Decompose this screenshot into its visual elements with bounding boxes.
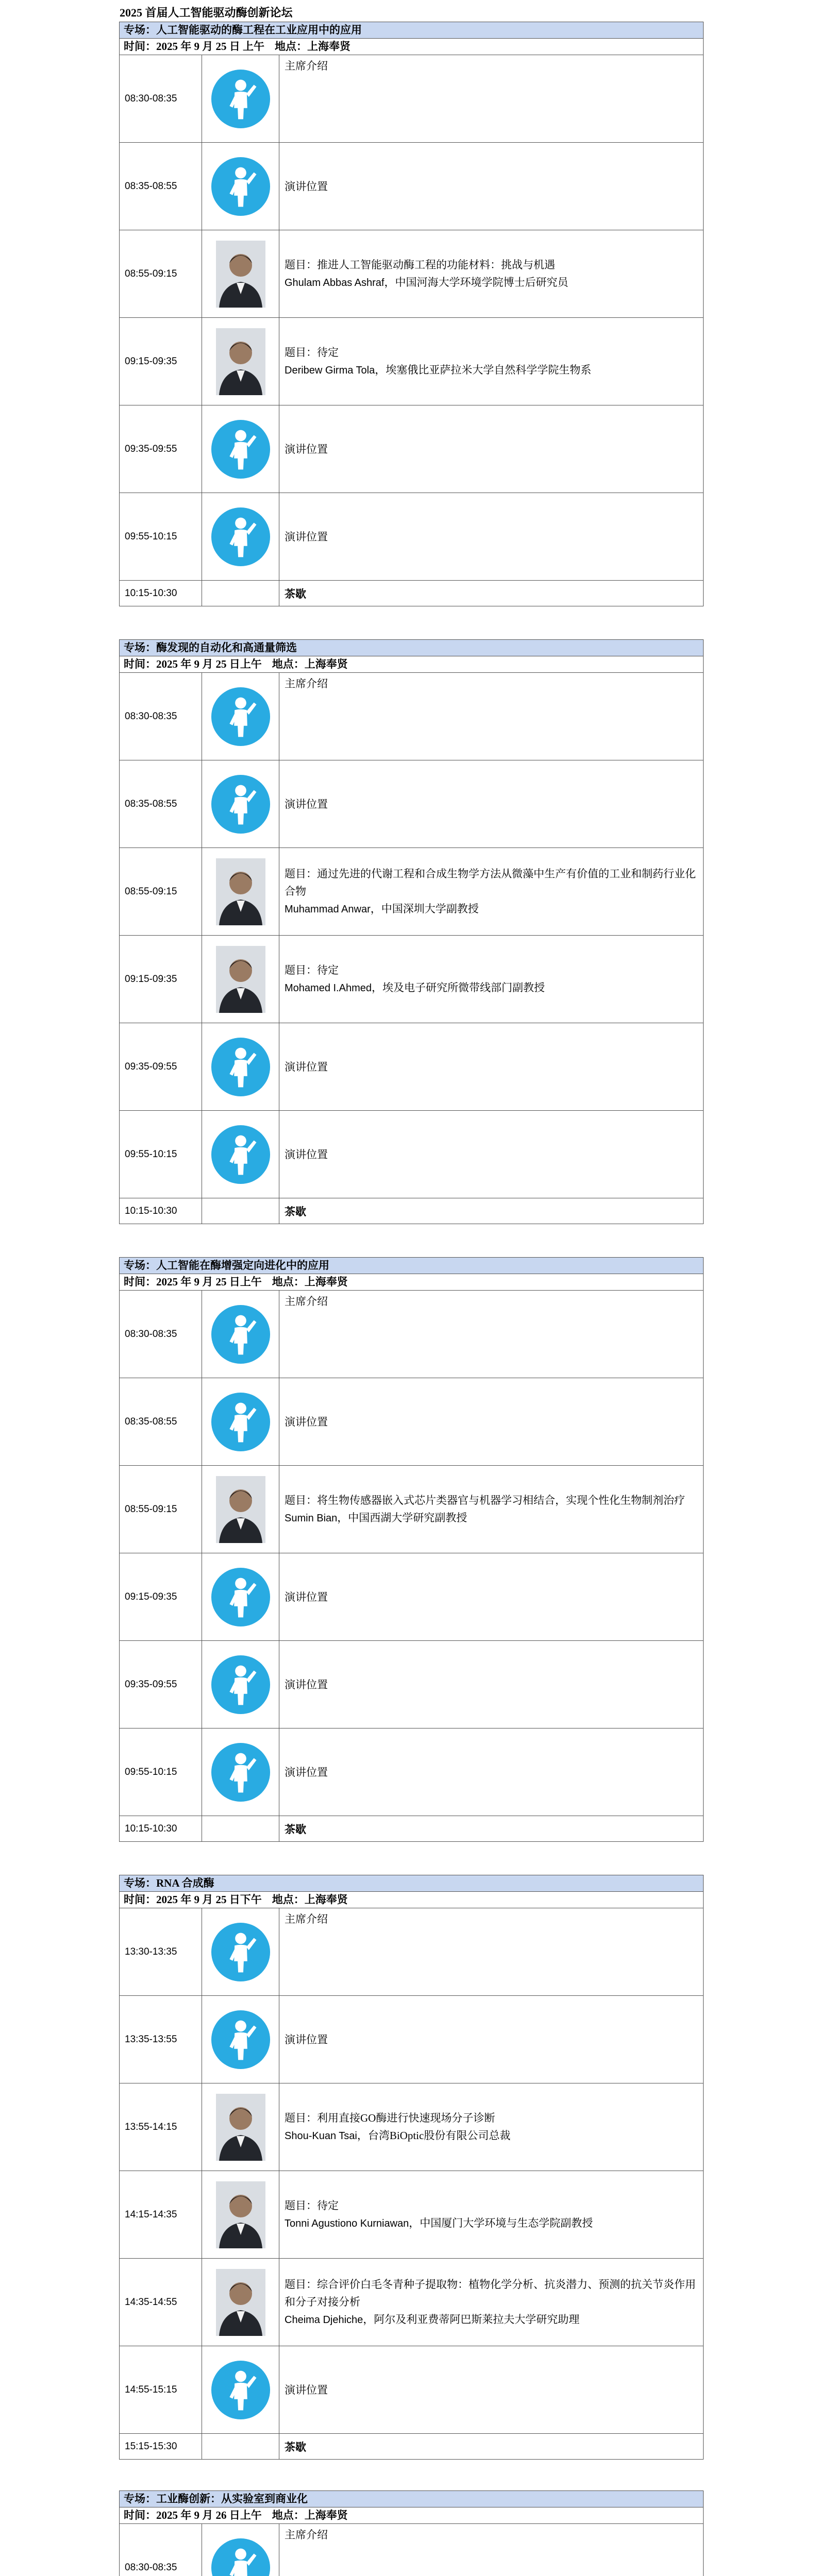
- speaker-affiliation: ，台湾BiOptic股份有限公司总裁: [357, 2129, 511, 2142]
- talk-title: 演讲位置: [285, 443, 328, 455]
- agenda-row: [120, 1908, 703, 1996]
- speaker-photo: [216, 2094, 265, 2161]
- talk-description: [279, 848, 703, 935]
- talk-description: [279, 2083, 703, 2171]
- time-slot: 08:30-08:35: [120, 55, 202, 142]
- talk-title: 演讲位置: [285, 1678, 328, 1691]
- person-raising-hand-icon: [210, 2360, 271, 2420]
- session-header: 专场：RNA 合成酶: [120, 1875, 703, 1892]
- break-label: 茶歇: [285, 2441, 306, 2453]
- break-label: 茶歇: [285, 1205, 306, 1218]
- talk-title: 演讲位置: [285, 1148, 328, 1161]
- person-raising-hand-icon: [210, 1742, 271, 1803]
- speaker-affiliation: ，埃塞俄比亚萨拉米大学自然科学学院生物系: [375, 364, 592, 376]
- talk-title: 题目：待定: [285, 346, 339, 359]
- speaker-line: [285, 2127, 698, 2145]
- talk-title: 主席介绍: [285, 60, 328, 72]
- speaker-line: [285, 274, 698, 292]
- time-slot: 14:55-15:15: [120, 2346, 202, 2433]
- talk-title: 演讲位置: [285, 530, 328, 543]
- agenda-row: [120, 230, 703, 318]
- agenda-row: [120, 1996, 703, 2083]
- time-slot: 10:15-10:30: [120, 1198, 202, 1224]
- speaker-line: [285, 1509, 698, 1527]
- speaker-photo-cell: [202, 1728, 279, 1816]
- time-slot: 08:30-08:35: [120, 2524, 202, 2576]
- talk-description: [279, 1553, 703, 1640]
- time-slot: 09:55-10:15: [120, 1111, 202, 1198]
- session-block: [119, 22, 704, 606]
- talk-description: [279, 936, 703, 1023]
- agenda-row: [120, 1023, 703, 1111]
- speaker-photo-cell: [202, 1908, 279, 1995]
- speaker-photo: [216, 946, 265, 1013]
- talk-description: [279, 1728, 703, 1816]
- time-slot: 09:55-10:15: [120, 493, 202, 580]
- time-slot: 08:55-09:15: [120, 230, 202, 317]
- talk-title: 题目：综合评价白毛冬青种子提取物：植物化学分析、抗炎潜力、预测的抗关节炎作用和分子对接分析: [285, 2278, 696, 2308]
- speaker-affiliation: ，埃及电子研究所微带线部门副教授: [371, 981, 545, 994]
- agenda-row: [120, 848, 703, 936]
- speaker-name: Cheima Djehiche: [285, 2314, 363, 2326]
- person-raising-hand-icon: [210, 419, 271, 480]
- agenda-row: [120, 493, 703, 581]
- session-date: 时间：2025 年 9 月 25 日上午: [124, 658, 262, 670]
- speaker-photo: [216, 1476, 265, 1543]
- speaker-photo-cell: [202, 1023, 279, 1110]
- agenda-row: [120, 2171, 703, 2259]
- talk-description: [279, 55, 703, 142]
- speaker-affiliation: ，阿尔及利亚费蒂阿巴斯莱拉夫大学研究助理: [363, 2313, 580, 2326]
- agenda-row: [120, 936, 703, 1023]
- session-location: 地点：上海奉贤: [272, 658, 348, 670]
- talk-title: 演讲位置: [285, 1060, 328, 1073]
- break-row: [120, 2434, 703, 2460]
- speaker-photo-cell: [202, 1996, 279, 2083]
- speaker-name: Shou-Kuan Tsai: [285, 2130, 357, 2142]
- talk-title: 题目：待定: [285, 2199, 339, 2212]
- speaker-photo: [216, 328, 265, 395]
- session-block: [119, 1257, 704, 1842]
- session-date: 时间：2025 年 9 月 25 日 上午: [124, 40, 264, 53]
- speaker-photo: [216, 2181, 265, 2248]
- speaker-photo: [216, 858, 265, 925]
- talk-title: 主席介绍: [285, 1913, 328, 1925]
- time-slot: 08:35-08:55: [120, 1378, 202, 1465]
- session-time-location: [120, 656, 703, 673]
- session-block: [119, 2490, 704, 2576]
- time-slot: 13:30-13:35: [120, 1908, 202, 1995]
- talk-description: [279, 1111, 703, 1198]
- break-row: [120, 1816, 703, 1842]
- session-location: 地点：上海奉贤: [275, 40, 350, 53]
- speaker-photo-cell: [202, 2259, 279, 2346]
- agenda-row: [120, 2083, 703, 2171]
- speaker-photo-cell: [202, 493, 279, 580]
- session-time-location: [120, 39, 703, 55]
- speaker-name: Sumin Bian: [285, 1513, 338, 1524]
- speaker-photo-cell: [202, 936, 279, 1023]
- talk-title: 题目：利用直接GO酶进行快速现场分子诊断: [285, 2112, 495, 2124]
- agenda-row: [120, 2259, 703, 2346]
- session-time-location: [120, 1892, 703, 1908]
- break-label: 茶歇: [285, 1823, 306, 1836]
- speaker-photo-cell: [202, 1378, 279, 1465]
- agenda-row: [120, 1728, 703, 1816]
- speaker-affiliation: ，中国河海大学环境学院博士后研究员: [384, 276, 569, 289]
- session-location: 地点：上海奉贤: [272, 1893, 348, 1906]
- speaker-photo-cell: [202, 1641, 279, 1728]
- person-raising-hand-icon: [210, 2009, 271, 2070]
- talk-description: [279, 2524, 703, 2576]
- talk-description: [279, 1378, 703, 1465]
- person-raising-hand-icon: [210, 1037, 271, 1097]
- empty-photo-cell: [202, 581, 279, 606]
- speaker-photo-cell: [202, 848, 279, 935]
- agenda-row: [120, 55, 703, 143]
- speaker-photo-cell: [202, 673, 279, 760]
- agenda-row: [120, 1466, 703, 1553]
- time-slot: 09:55-10:15: [120, 1728, 202, 1816]
- talk-title: 演讲位置: [285, 798, 328, 810]
- speaker-photo-cell: [202, 230, 279, 317]
- talk-title: 题目：推进人工智能驱动酶工程的功能材料：挑战与机遇: [285, 259, 555, 271]
- session-header: 专场：人工智能驱动的酶工程在工业应用中的应用: [120, 22, 703, 39]
- speaker-line: [285, 2311, 698, 2329]
- time-slot: 14:35-14:55: [120, 2259, 202, 2346]
- speaker-photo-cell: [202, 1466, 279, 1553]
- speaker-line: [285, 900, 698, 918]
- talk-description: [279, 405, 703, 493]
- session-location: 地点：上海奉贤: [272, 2509, 348, 2521]
- talk-description: [279, 2259, 703, 2346]
- time-slot: 08:30-08:35: [120, 673, 202, 760]
- speaker-photo-cell: [202, 760, 279, 848]
- agenda-row: [120, 1291, 703, 1378]
- time-slot: 08:35-08:55: [120, 760, 202, 848]
- talk-title: 题目：将生物传感器嵌入式芯片类器官与机器学习相结合，实现个性化生物制剂治疗: [285, 1494, 685, 1506]
- person-raising-hand-icon: [210, 69, 271, 129]
- session-header: 专场：人工智能在酶增强定向进化中的应用: [120, 1258, 703, 1274]
- person-raising-hand-icon: [210, 774, 271, 835]
- talk-description: [279, 1641, 703, 1728]
- speaker-line: [285, 361, 698, 379]
- agenda-row: [120, 2524, 703, 2576]
- talk-title: 主席介绍: [285, 1295, 328, 1308]
- speaker-photo-cell: [202, 2346, 279, 2433]
- session-date: 时间：2025 年 9 月 26 日上午: [124, 2509, 262, 2521]
- agenda-row: [120, 760, 703, 848]
- talk-title: 演讲位置: [285, 2033, 328, 2046]
- talk-description: [279, 673, 703, 760]
- speaker-photo-cell: [202, 1553, 279, 1640]
- time-slot: 09:35-09:55: [120, 1023, 202, 1110]
- speaker-name: Tonni Agustiono Kurniawan: [285, 2218, 409, 2229]
- speaker-name: Muhammad Anwar: [285, 904, 371, 915]
- speaker-name: Deribew Girma Tola: [285, 365, 375, 376]
- time-slot: 09:15-09:35: [120, 1553, 202, 1640]
- agenda-row: [120, 405, 703, 493]
- session-block: [119, 1875, 704, 2460]
- speaker-affiliation: ，中国西湖大学研究副教授: [337, 1512, 468, 1524]
- empty-photo-cell: [202, 1816, 279, 1841]
- talk-title: 主席介绍: [285, 2529, 328, 2541]
- time-slot: 09:35-09:55: [120, 1641, 202, 1728]
- person-raising-hand-icon: [210, 2537, 271, 2576]
- speaker-photo-cell: [202, 318, 279, 405]
- speaker-photo-cell: [202, 55, 279, 142]
- talk-title: 演讲位置: [285, 1415, 328, 1428]
- speaker-photo-cell: [202, 1111, 279, 1198]
- time-slot: 08:55-09:15: [120, 848, 202, 935]
- speaker-affiliation: ，中国深圳大学副教授: [370, 903, 479, 915]
- speaker-photo: [216, 2269, 265, 2336]
- time-slot: 10:15-10:30: [120, 1816, 202, 1841]
- talk-description: [279, 1996, 703, 2083]
- speaker-photo-cell: [202, 405, 279, 493]
- time-slot: 09:15-09:35: [120, 936, 202, 1023]
- time-slot: 09:35-09:55: [120, 405, 202, 493]
- talk-title: 演讲位置: [285, 2383, 328, 2396]
- speaker-name: Ghulam Abbas Ashraf: [285, 277, 385, 289]
- session-location: 地点：上海奉贤: [272, 1276, 348, 1288]
- time-slot: 13:55-14:15: [120, 2083, 202, 2171]
- talk-title: 演讲位置: [285, 1590, 328, 1603]
- empty-photo-cell: [202, 1198, 279, 1224]
- talk-description: [279, 1908, 703, 1995]
- agenda-row: [120, 143, 703, 230]
- person-raising-hand-icon: [210, 506, 271, 567]
- session-header: 专场：酶发现的自动化和高通量筛选: [120, 640, 703, 656]
- talk-description: [279, 2346, 703, 2433]
- speaker-name: Mohamed I.Ahmed: [285, 982, 372, 994]
- agenda-row: [120, 1111, 703, 1198]
- speaker-photo-cell: [202, 2171, 279, 2258]
- talk-description: [279, 143, 703, 230]
- speaker-line: [285, 979, 698, 997]
- talk-description: [279, 1023, 703, 1110]
- agenda-row: [120, 1641, 703, 1728]
- session-block: [119, 639, 704, 1224]
- session-time-location: [120, 1274, 703, 1291]
- break-row: [120, 1198, 703, 1224]
- agenda-row: [120, 1378, 703, 1466]
- session-time-location: [120, 2507, 703, 2524]
- talk-description: [279, 1291, 703, 1378]
- speaker-affiliation: ，中国厦门大学环境与生态学院副教授: [409, 2217, 593, 2229]
- empty-photo-cell: [202, 2434, 279, 2459]
- agenda-row: [120, 673, 703, 760]
- person-raising-hand-icon: [210, 686, 271, 747]
- talk-description: [279, 318, 703, 405]
- talk-title: 演讲位置: [285, 180, 328, 193]
- talk-description: [279, 493, 703, 580]
- speaker-photo-cell: [202, 143, 279, 230]
- speaker-line: [285, 2214, 698, 2232]
- talk-title: 题目：通过先进的代谢工程和合成生物学方法从微藻中生产有价值的工业和制药行业化合物: [285, 868, 696, 897]
- break-label: 茶歇: [285, 587, 306, 600]
- session-header: 专场：工业酶创新：从实验室到商业化: [120, 2491, 703, 2507]
- agenda-row: [120, 318, 703, 405]
- time-slot: 08:30-08:35: [120, 1291, 202, 1378]
- person-raising-hand-icon: [210, 1124, 271, 1185]
- session-date: 时间：2025 年 9 月 25 日下午: [124, 1893, 262, 1906]
- time-slot: 15:15-15:30: [120, 2434, 202, 2459]
- speaker-photo-cell: [202, 2083, 279, 2171]
- talk-description: [279, 2171, 703, 2258]
- person-raising-hand-icon: [210, 1392, 271, 1452]
- talk-description: [279, 760, 703, 848]
- person-raising-hand-icon: [210, 1567, 271, 1628]
- speaker-photo-cell: [202, 2524, 279, 2576]
- talk-description: [279, 230, 703, 317]
- break-row: [120, 581, 703, 606]
- agenda-row: [120, 1553, 703, 1641]
- talk-title: 主席介绍: [285, 677, 328, 690]
- time-slot: 14:15-14:35: [120, 2171, 202, 2258]
- talk-title: 题目：待定: [285, 964, 339, 976]
- person-raising-hand-icon: [210, 1922, 271, 1982]
- person-raising-hand-icon: [210, 1654, 271, 1715]
- person-raising-hand-icon: [210, 1304, 271, 1365]
- person-raising-hand-icon: [210, 156, 271, 217]
- time-slot: 13:35-13:55: [120, 1996, 202, 2083]
- talk-title: 演讲位置: [285, 1766, 328, 1778]
- time-slot: 08:35-08:55: [120, 143, 202, 230]
- speaker-photo-cell: [202, 1291, 279, 1378]
- time-slot: 08:55-09:15: [120, 1466, 202, 1553]
- talk-description: [279, 1466, 703, 1553]
- speaker-photo: [216, 241, 265, 308]
- time-slot: 09:15-09:35: [120, 318, 202, 405]
- time-slot: 10:15-10:30: [120, 581, 202, 606]
- document-title: 2025 首届人工智能驱动酶创新论坛: [120, 6, 293, 19]
- session-date: 时间：2025 年 9 月 25 日上午: [124, 1276, 262, 1288]
- agenda-row: [120, 2346, 703, 2434]
